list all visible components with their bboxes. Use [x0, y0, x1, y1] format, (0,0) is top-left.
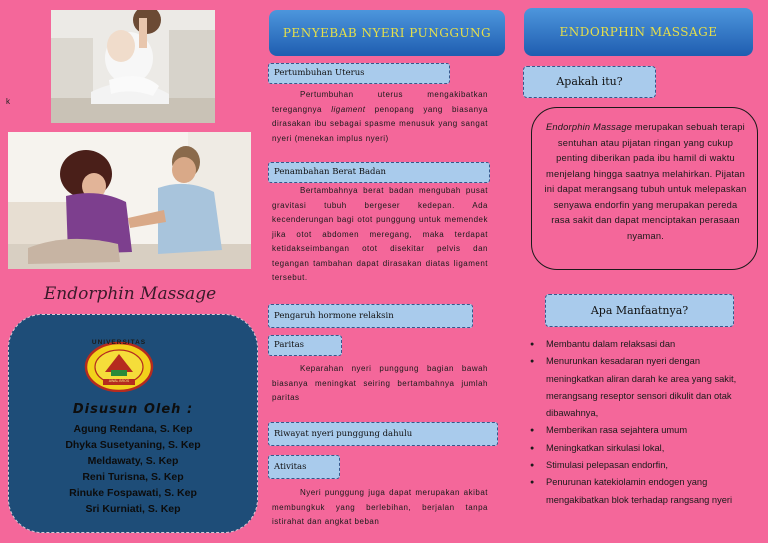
benefit-item: ● Meningkatkan sirkulasi lokal, [528, 440, 760, 457]
causes-banner: PENYEBAB NYERI PUNGGUNG [269, 10, 505, 56]
logo-sub-text: AWAL BROS [108, 379, 130, 383]
authors-heading: Disusun Oleh : [72, 402, 194, 417]
university-logo-icon [83, 336, 155, 392]
logo-arc-text: UNIVERSITAS [91, 339, 147, 346]
definition-box [531, 107, 758, 270]
author-name: Rinuke Fospawati, S. Kep [69, 487, 197, 499]
definition-text: Endorphin Massage merupakan sebuah terapi sentuhan atau pijatan ringan yang cukup penting diberikan pada ibu hamil di waktu menjelang hingga saatnya melahirkan. Pijatan ini dapat merangsang tubuh untuk melepaskan senyawa endorfin yang merupakan pereda rasa sakit dan dapat menciptakan perasaan nyaman. [544, 122, 747, 241]
author-name: Dhyka Susetyaning, S. Kep [65, 439, 201, 451]
section-header-history: Riwayat nyeri punggung dahulu [268, 422, 498, 446]
endorphin-banner: ENDORPHIN MASSAGE [524, 8, 753, 56]
brand-title: Endorphin Massage [43, 284, 217, 304]
author-name: Reni Turisna, S. Kep [82, 471, 184, 483]
question-benefits: Apa Manfaatnya? [545, 294, 734, 327]
activity-paragraph: Nyeri punggung juga dapat merupakan akibat membungkuk yang berlebihan, berjalan tanpa istirahat dan angkat beban [272, 488, 488, 526]
weight-paragraph: Bertambahnya berat badan mengubah pusat gravitasi tubuh bergeser kedepan. Ada kecenderungan bagi otot punggung untuk memendek jika otot abdomen meregang, maka terdapat ketidakseimbangan otot disekitar pelvis dan tegangan tambahan dapat dirasakan diatas ligament tersebut. [272, 186, 488, 282]
section-header-parity: Paritas [268, 335, 342, 356]
author-name: Agung Rendana, S. Kep [73, 423, 193, 435]
authors-box [8, 314, 258, 533]
benefits-list [528, 336, 760, 509]
section-header-activity: Ativitas [268, 455, 340, 479]
benefit-item: ● Membantu dalam relaksasi dan [528, 336, 760, 353]
stray-character: k [6, 97, 10, 106]
benefit-item: ● Memberikan rasa sejahtera umum [528, 422, 760, 439]
parity-paragraph: Keparahan nyeri punggung bagian bawah biasanya meningkat seiring bertambahnya jumlah paritas [272, 364, 488, 402]
pregnant-woman-photo [51, 10, 215, 123]
authors-list [9, 421, 257, 517]
massage-couple-photo [8, 132, 251, 269]
section-header-hormone: Pengaruh hormone relaksin [268, 304, 473, 328]
section-header-uterus: Pertumbuhan Uterus [268, 63, 450, 84]
section-header-weight: Penambahan Berat Badan [268, 162, 490, 183]
benefit-item: ● Penurunan katekiolamin endogen yang mengakibatkan blok terhadap rangsang nyeri [528, 474, 760, 509]
benefit-item: ● Stimulasi pelepasan endorfin, [528, 457, 760, 474]
author-name: Sri Kurniati, S. Kep [85, 503, 181, 515]
author-name: Meldawaty, S. Kep [87, 455, 179, 467]
question-what-is-it: Apakah itu? [523, 66, 656, 98]
benefit-item: ● Menurunkan kesadaran nyeri dengan meningkatkan aliran darah ke area yang sakit, merangsang reseptor sensori dikulit dan otak dibawahnya, [528, 353, 760, 422]
uterus-paragraph: Pertumbuhan uterus mengakibatkan teregangnya ligament penopang yang biasanya dirasakan ibu sebagai spasme menusuk yang sangat nyeri (menekan implus nyeri) [272, 90, 488, 143]
